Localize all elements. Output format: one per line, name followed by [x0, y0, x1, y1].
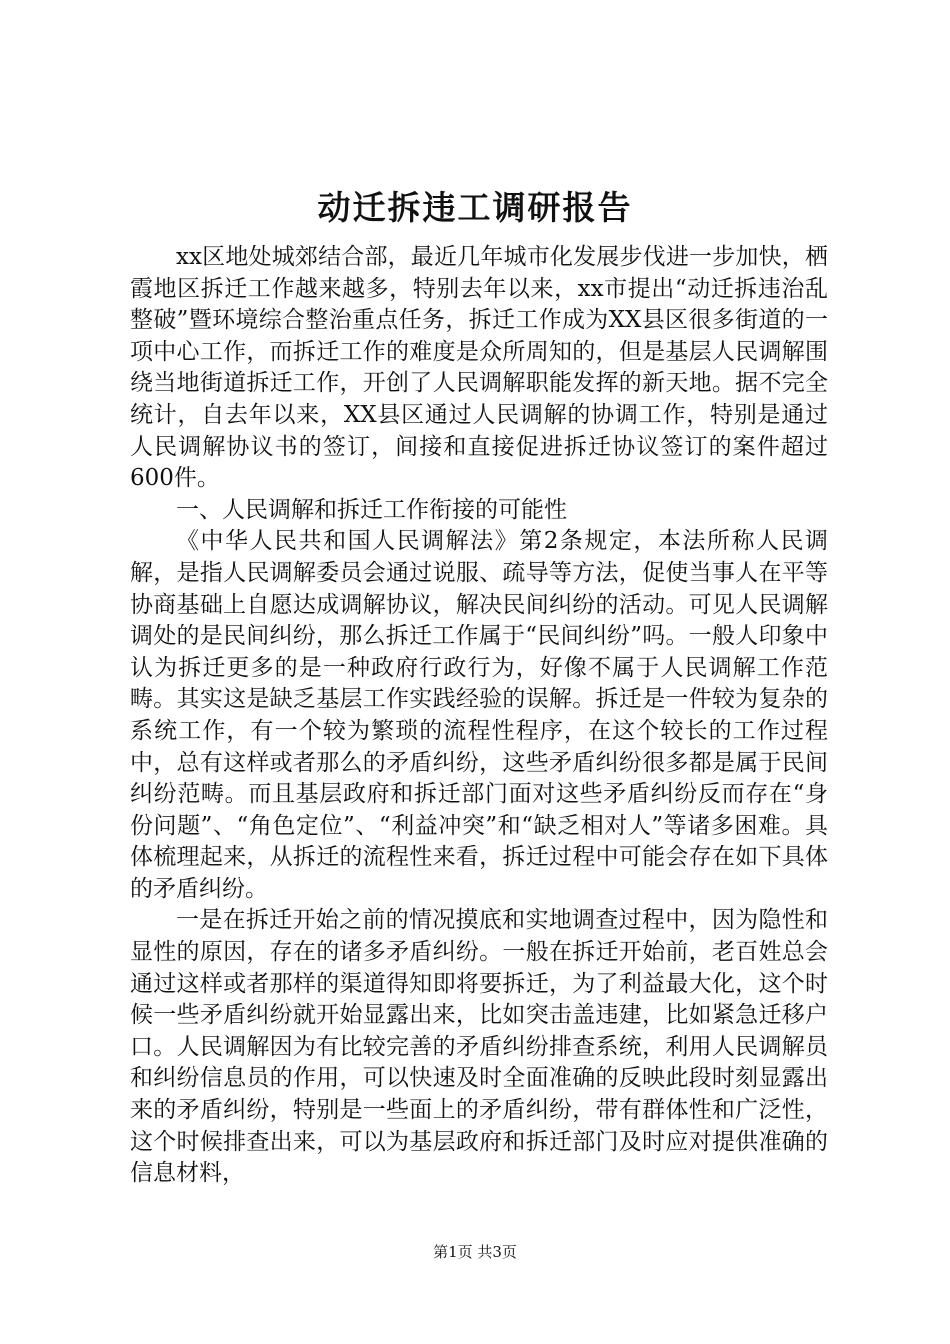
section-heading-1: 一、人民调解和拆迁工作衔接的可能性 — [176, 496, 567, 523]
paragraph-intro: xx区地处城郊结合部，最近几年城市化发展步伐进一步加快，栖霞地区拆迁工作越来越多，特别去年以来，xx市提出“动迁拆违治乱整破”暨环境综合整治重点任务，拆迁工作成为XX县区很多街道的一项中心工作，而拆迁工作的难度是众所周知的，但是基层人民调解围绕当地街道拆迁工作，开创了人民调解职能发挥的新天地。据不完全统计，自去年以来，XX县区通过人民调解的协调工作，特别是通过人民调解协议书的签订，间接和直接促进拆迁协议签订的案件超过600件。 — [130, 244, 828, 492]
page-footer: 第1页 共3页 — [433, 1243, 517, 1261]
document-body — [130, 242, 828, 1190]
paragraph-point-1: 一是在拆迁开始之前的情况摸底和实地调查过程中，因为隐性和显性的原因，存在的诸多矛盾纠纷。一般在拆迁开始前，老百姓总会通过这样或者那样的渠道得知即将要拆迁，为了利益最大化，这个时候一些矛盾纠纷就开始显露出来，比如突击盖违建，比如紧急迁移户口。人民调解因为有比较完善的矛盾纠纷排查系统，利用人民调解员和纠纷信息员的作用，可以快速及时全面准确的反映此段时刻显露出来的矛盾纠纷，特别是一些面上的矛盾纠纷，带有群体性和广泛性，这个时候排查出来，可以为基层政府和拆迁部门及时应对提供准确的信息材料， — [130, 907, 828, 1187]
document-title: 动迁拆违工调研报告 — [317, 188, 633, 227]
paragraph-law: 《中华人民共和国人民调解法》第2条规定，本法所称人民调解，是指人民调解委员会通过说服、疏导等方法，促使当事人在平等协商基础上自愿达成调解协议，解决民间纠纷的活动。可见人民调解调处的是民间纠纷，那么拆迁工作属于“民间纠纷”吗。一般人印象中认为拆迁更多的是一种政府行政行为，好像不属于人民调解工作范畴。其实这是缺乏基层工作实践经验的误解。拆迁是一件较为复杂的系统工作，有一个较为繁琐的流程性程序，在这个较长的工作过程中，总有这样或者那么的矛盾纠纷，这些矛盾纠纷很多都是属于民间纠纷范畴。而且基层政府和拆迁部门面对这些矛盾纠纷反而存在“身份问题”、“角色定位”、“利益冲突”和“缺乏相对人”等诸多困难。具体梳理起来，从拆迁的流程性来看，拆迁过程中可能会存在如下具体的矛盾纠纷。 — [130, 528, 828, 902]
